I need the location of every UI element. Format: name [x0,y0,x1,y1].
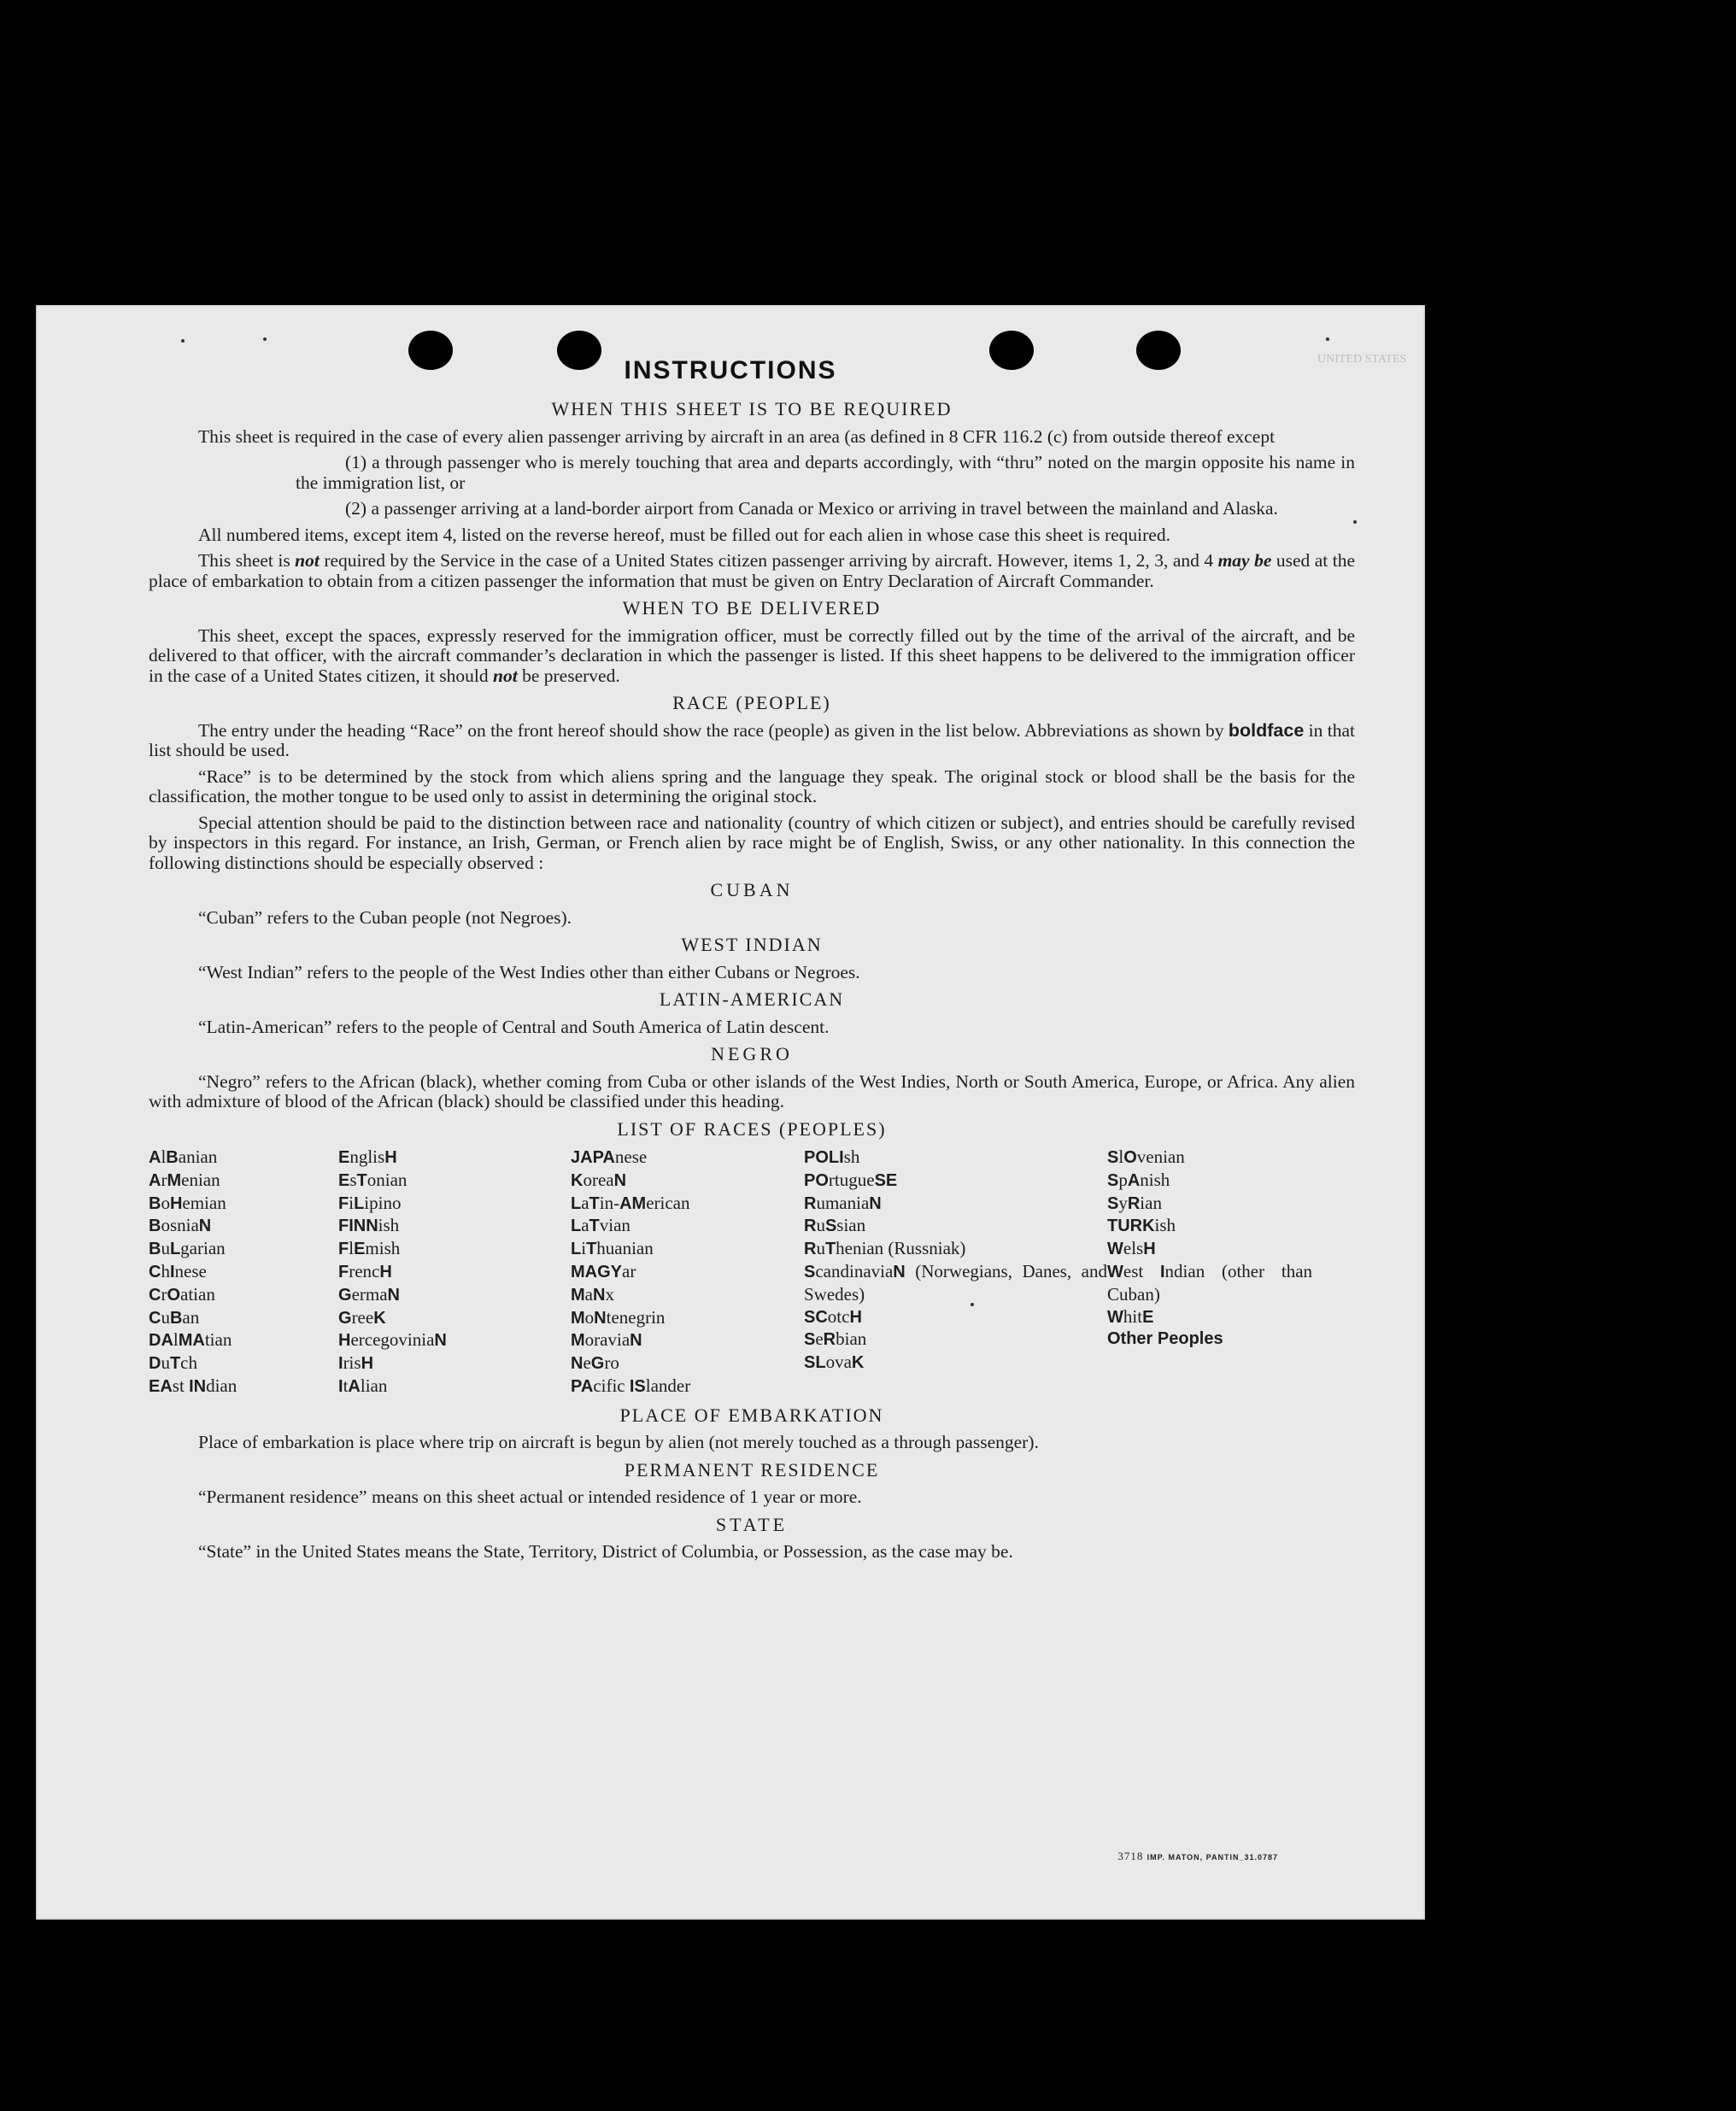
paragraph: “Permanent residence” means on this sheet actual or intended residence of 1 year or more. [198,1486,862,1508]
printer-imprint: 3718 IMP. MATON, PANTIN_31.0787 [1117,1850,1278,1862]
race-item: ItAlian [338,1375,388,1396]
race-item: BosniaN [149,1215,212,1236]
paragraph: “West Indian” refers to the people of the West Indies other than either Cubans or Negroes. [198,961,860,982]
race-item: JAPAnese [571,1146,648,1167]
paragraph: This sheet is not required by the Service in the case of a United States citizen passenger arriving by aircraft. However, items 1, 2, 3, and 4 may be used at the place of embarkation to obtain from a citizen passenger the information that must be given on Entry Declaration of Aircraft Commander. [149,550,1355,591]
race-item: GreeK [338,1306,386,1328]
race-item: BoHemian [149,1192,226,1213]
race-item: LaTvian [571,1215,630,1236]
race-item: EsTonian [338,1169,408,1190]
dust-speck [1326,337,1329,341]
race-item: GermaN [338,1283,400,1305]
race-item: TURKish [1107,1215,1176,1236]
race-item: FiLipino [338,1192,402,1213]
paragraph: Place of embarkation is place where trip on aircraft is begun by alien (not merely touched as a through passenger). [198,1432,1039,1453]
race-item: SeRbian [804,1328,867,1350]
race-column [804,1146,1107,1399]
race-list [149,1146,1355,1399]
section-heading: WEST INDIAN [681,934,823,955]
race-group [1107,1306,1312,1329]
race-item: EAst INdian [149,1375,238,1396]
race-item: CrOatian [149,1283,215,1305]
paragraph: “Latin-American” refers to the people of Central and South America of Latin descent. [198,1016,830,1037]
dust-speck [263,337,267,341]
section-heading: PLACE OF EMBARKATION [619,1404,884,1426]
race-item: WhitE [1107,1305,1154,1327]
race-item: FrencH [338,1260,392,1281]
race-item: LaTin-AMerican [571,1192,690,1213]
race-item: KoreaN [571,1169,627,1190]
list-item: (1) a through passenger who is merely touching that area and departs accordingly, with “thru” noted on the margin opposite his name in the immigration list, or [296,452,1355,493]
race-item: Other Peoples [1107,1329,1223,1349]
instructions-body [149,392,1355,1569]
race-item: SyRian [1107,1192,1162,1213]
race-item: RumaniaN [804,1192,882,1213]
section-heading: PERMANENT RESIDENCE [624,1458,880,1481]
section-heading: STATE [715,1513,789,1535]
race-item: DuTch [149,1352,197,1374]
race-item: MaNx [571,1283,614,1305]
race-item: AlBanian [149,1146,218,1167]
paragraph: “Cuban” refers to the Cuban people (not Negroes). [198,906,572,928]
race-column [1107,1146,1312,1399]
section-heading: RACE (PEOPLE) [672,692,831,713]
paragraph: “Negro” refers to the African (black), whether coming from Cuba or other islands of the West Indies, North or South America, Europe, or Africa. Any alien with admixture of blood of the African (black) should be classified under this heading. [149,1070,1355,1111]
race-column [149,1146,338,1399]
paragraph: The entry under the heading “Race” on the front hereof should show the race (people) as given in the list below. Abbreviations as shown by boldface in that list should be used. [149,719,1355,760]
race-group [804,1146,1107,1238]
race-item: EnglisH [338,1146,397,1167]
race-item: SlOvenian [1107,1146,1185,1167]
race-item: SpAnish [1107,1169,1170,1190]
section-heading: CUBAN [710,879,794,900]
paragraph: Special attention should be paid to the distinction between race and nationality (country of which citizen or subject), and entries should be carefully revised by inspectors in this regard. For instance, an Irish, German, or French alien by race might be of English, Swiss, or any other nationality. In this connection the following distinctions should be especially observed : [149,812,1355,873]
section-heading: WHEN TO BE DELIVERED [622,597,882,619]
section-heading: LATIN-AMERICAN [659,988,845,1010]
paragraph: All numbered items, except item 4, listed on the reverse hereof, must be filled out for each alien in whose case this sheet is required. [198,524,1170,545]
section-heading: WHEN THIS SHEET IS TO BE REQUIRED [551,398,953,419]
race-item: MoraviaN [571,1329,642,1351]
dust-speck [1353,520,1357,524]
race-item: BuLgarian [149,1238,226,1259]
race-item: NeGro [571,1352,619,1374]
race-column [571,1146,804,1399]
race-item: POrtugueSE [804,1169,898,1190]
section-heading: LIST OF RACES (PEOPLES) [617,1117,887,1140]
dust-speck [181,339,185,343]
race-item: FINNish [338,1215,400,1236]
race-group [804,1306,1107,1375]
paragraph: This sheet, except the spaces, expressly reserved for the immigration officer, must be correctly filled out by the time of the arrival of the aircraft, and be delivered to that officer, with the aircraft commander’s declaration in which the passenger is listed. If this sheet happens to be delivered to the immigration officer in the case of a United States citizen, it should not be preserved. [149,625,1355,686]
page-title: INSTRUCTIONS [624,356,837,384]
race-item: RuSsian [804,1215,866,1236]
race-item: MoNtenegrin [571,1306,666,1328]
race-item: POLIsh [804,1146,860,1167]
race-item: SCotcH [804,1305,862,1327]
race-item: HercegoviniaN [338,1329,447,1351]
section-heading: NEGRO [711,1043,793,1064]
dust-speck [971,1303,974,1306]
race-item: SLovaK [804,1352,865,1373]
race-item: West Indian (other than Cuban) [1107,1260,1313,1305]
race-item: WelsH [1107,1238,1156,1259]
race-item: ArMenian [149,1169,220,1190]
race-item: RuThenian (Russniak) [804,1238,966,1259]
race-group [1107,1146,1312,1261]
race-item: FlEmish [338,1238,401,1259]
race-item: IrisH [338,1352,374,1374]
race-item: ChInese [149,1260,207,1281]
race-column [338,1146,571,1399]
paragraph: “Race” is to be determined by the stock from which aliens spring and the language they speak. The original stock or blood shall be the basis for the classification, the mother tongue to be used only to assist in determining the original stock. [149,765,1355,806]
race-item: LiThuanian [571,1238,654,1259]
race-item: MAGYar [571,1260,636,1281]
race-item: DAlMAtian [149,1329,232,1351]
list-item: (2) a passenger arriving at a land-border airport from Canada or Mexico or arriving in travel between the mainland and Alaska. [345,498,1278,519]
bleed-through-text: UNITED STATES [1317,353,1407,366]
paragraph: This sheet is required in the case of every alien passenger arriving by aircraft in an area (as defined in 8 CFR 116.2 (c) from outside thereof except [198,425,1276,447]
paragraph: “State” in the United States means the State, Territory, District of Columbia, or Possession, as the case may be. [198,1541,1013,1563]
race-item: CuBan [149,1306,200,1328]
race-item: PAcific ISlander [571,1375,691,1396]
document-page [36,305,1425,1920]
race-item: ScandinaviaN (Norwegians, Danes, and Swedes) [804,1260,1107,1305]
